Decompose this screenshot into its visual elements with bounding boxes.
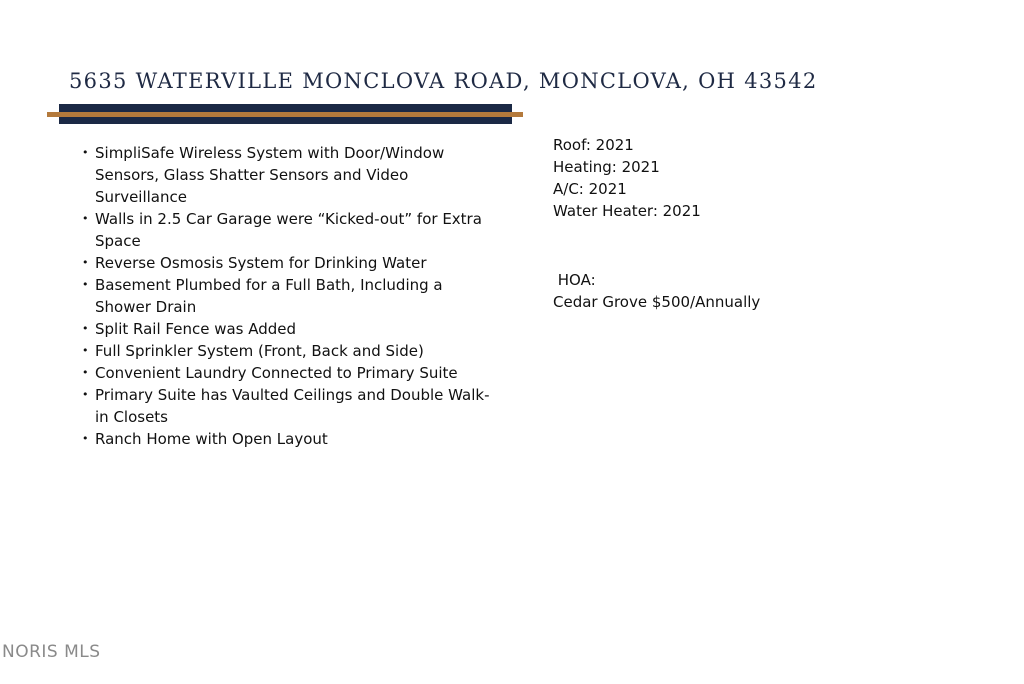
feature-text: Split Rail Fence was Added [95,320,297,338]
list-item [82,318,495,340]
hoa-label [553,269,953,291]
features-list [82,142,495,450]
feature-text: Reverse Osmosis System for Drinking Water [95,254,427,272]
list-item [82,428,495,450]
list-item [82,362,495,384]
updates-block [553,134,953,222]
feature-text: Convenient Laundry Connected to Primary Suite [95,364,458,382]
bullet-icon: • [82,344,89,357]
feature-text: Basement Plumbed for a Full Bath, Including a Shower Drain [95,276,443,316]
title-bar-gold [47,112,523,117]
bullet-icon: • [82,146,89,159]
bullet-icon: • [82,366,89,379]
bullet-icon: • [82,278,89,291]
list-item [82,142,495,208]
bullet-icon: • [82,432,89,445]
feature-text: Full Sprinkler System (Front, Back and Side) [95,342,424,360]
update-heating: Heating: 2021 [553,158,660,176]
update-roof: Roof: 2021 [553,136,634,154]
list-item [82,208,495,252]
mls-watermark: NORIS MLS [2,642,101,662]
feature-text: SimpliSafe Wireless System with Door/Window Sensors, Glass Shatter Sensors and Video Surveillance [95,144,445,206]
update-ac: A/C: 2021 [553,180,627,198]
hoa-label-text: HOA: [557,271,596,289]
feature-text: Primary Suite has Vaulted Ceilings and Double Walk-in Closets [95,386,490,426]
bullet-icon: • [82,322,89,335]
list-item [82,384,495,428]
feature-text: Walls in 2.5 Car Garage were “Kicked-out” for Extra Space [95,210,482,250]
hoa-block [553,269,953,313]
feature-text: Ranch Home with Open Layout [95,430,328,448]
bullet-icon: • [82,256,89,269]
list-item [82,252,495,274]
bullet-icon: • [82,388,89,401]
hoa-value: Cedar Grove $500/Annually [553,293,761,311]
list-item [82,274,495,318]
page-title: 5635 WATERVILLE MONCLOVA ROAD, MONCLOVA, OH 43542 [69,69,818,93]
list-item [82,340,495,362]
update-water-heater: Water Heater: 2021 [553,202,701,220]
bullet-icon: • [82,212,89,225]
